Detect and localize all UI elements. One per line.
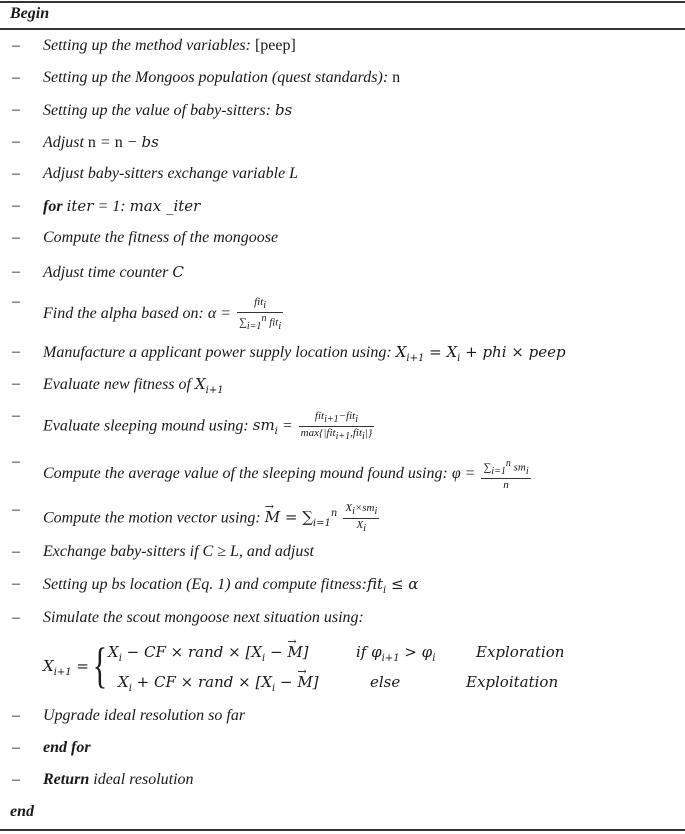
m-fraction: $\frac{X_i\times sm_i}{X_i}$ [345, 502, 378, 535]
piecewise-formula: $X_{i+1}$ = { $X_i$ − CF × rand × [$X_i$ − → M] if $\varphi_{i+1} > \varphi_i$ Exploration $X_i$ + CF × rand × [$X_i$ − → M] else Exploitation [0, 642, 685, 692]
header-rule [0, 28, 685, 30]
bottom-rule [0, 829, 685, 831]
sm-fraction: $\frac{fit_{i+1}-fit_i}{\max\{|fit_{i+1},fit_i|\}}$ [300, 410, 373, 443]
top-rule [0, 1, 685, 3]
brace-symbol: { [92, 637, 108, 693]
begin-keyword: Begin [10, 5, 50, 22]
step-dash: – [12, 37, 20, 54]
alpha-fraction: $\frac{fit_i}{\sum_{i=1}^n fit_i}$ [239, 296, 282, 333]
phi-fraction: $\frac{\sum_{i=1}^n sm_i}{n}$ [483, 458, 529, 491]
